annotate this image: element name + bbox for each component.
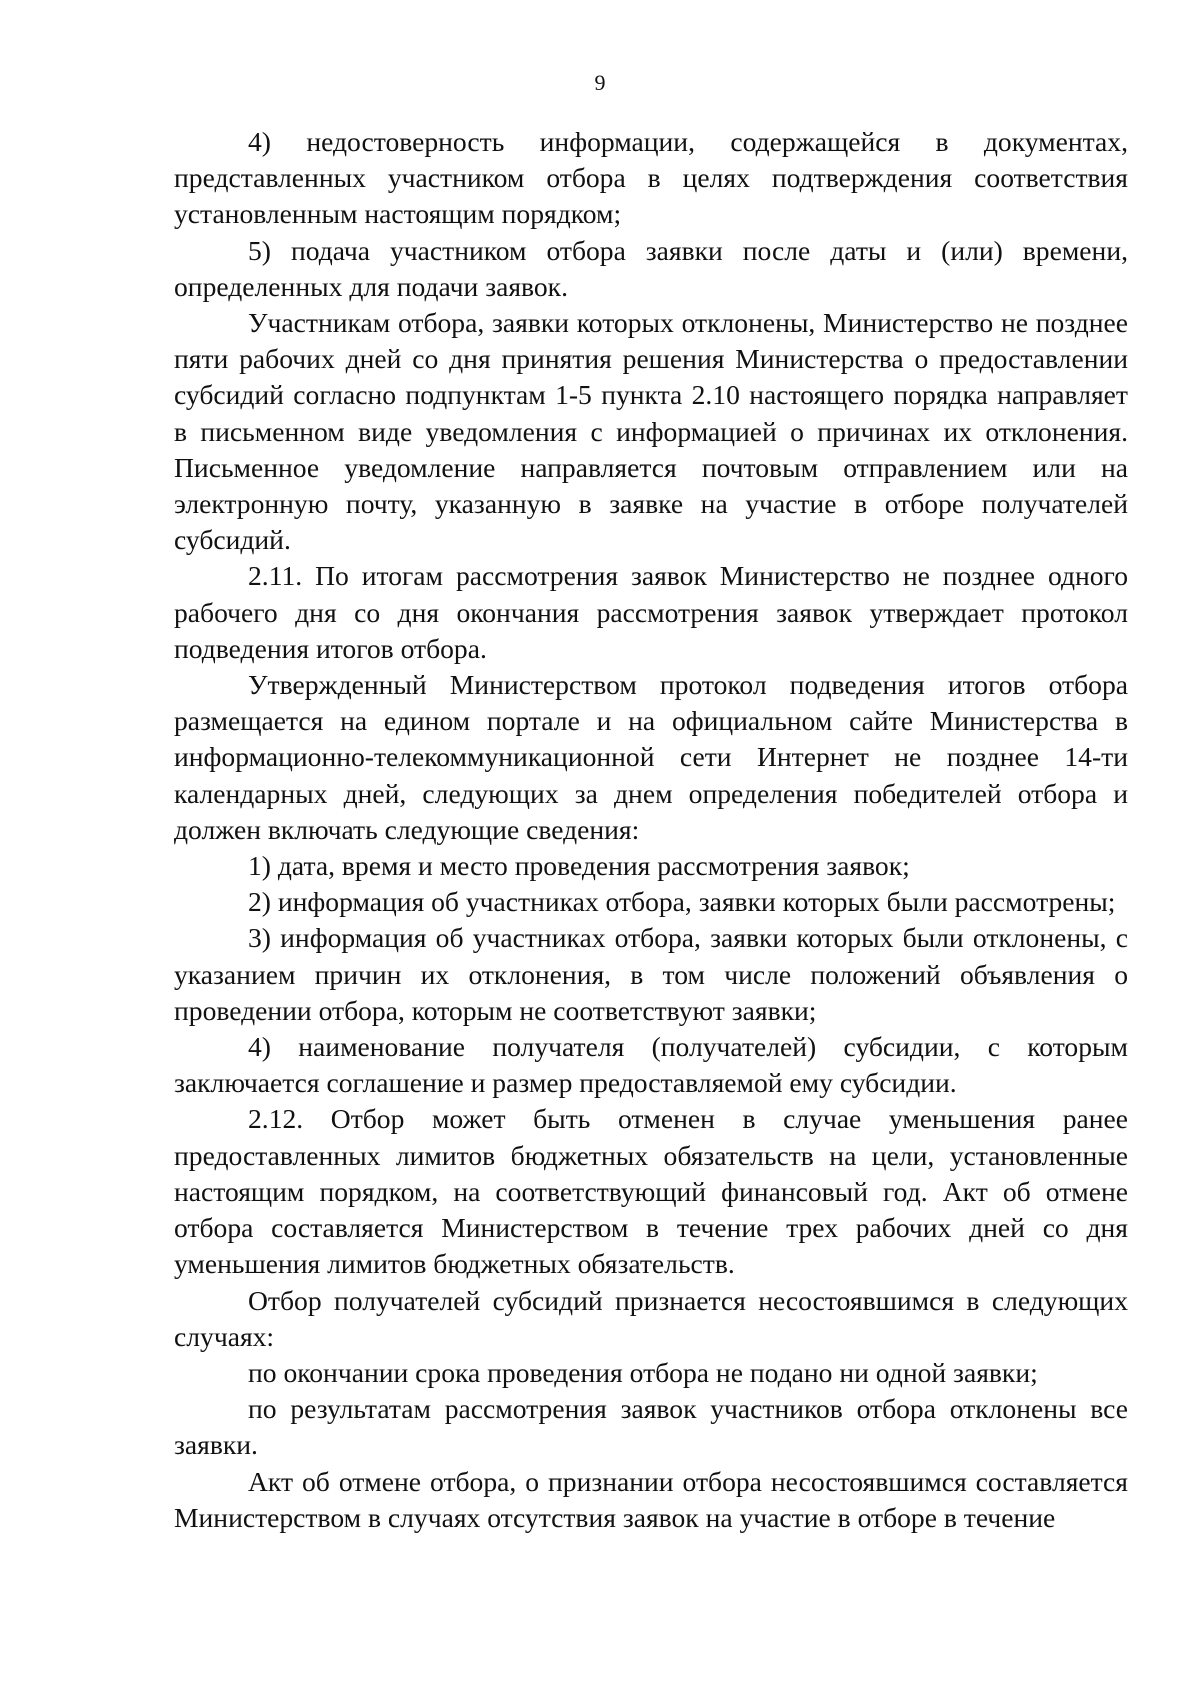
paragraph-all-rejected: по результатам рассмотрения заявок участников отбора отклонены все заявки. <box>174 1393 1128 1461</box>
paragraph-item-5: 5) подача участником отбора заявки после даты и (или) времени, определенных для подачи заявок. <box>174 234 1128 302</box>
document-body <box>174 124 1128 1536</box>
paragraph-cancellation-act: Акт об отмене отбора, о признании отбора несостоявшимся составляется Министерством в случаях отсутствия заявок на участие в отборе в течение <box>174 1465 1128 1533</box>
paragraph-item-4: 4) недостоверность информации, содержащейся в документах, представленных участником отбора в целях подтверждения соответствия установленным настоящим порядком; <box>174 126 1128 230</box>
paragraph-2-12: 2.12. Отбор может быть отменен в случае уменьшения ранее предоставленных лимитов бюджетных обязательств на цели, установленные настоящим порядком, на соответствующий финансовый год. Акт об отмене отбора составляется Министерством в течение трех рабочих дней со дня уменьшения лимитов бюджетных обязательств. <box>174 1103 1128 1280</box>
paragraph-rejection-notice: Участникам отбора, заявки которых отклонены, Министерство не позднее пяти рабочих дней со дня принятия решения Министерства о предоставлении субсидий согласно подпунктам 1-5 пункта 2.10 настоящего порядка направляет в письменном виде уведомления с информацией о причинах их отклонения. Письменное уведомление направляется почтовым отправлением или на электронную почту, указанную в заявке на участие в отборе получателей субсидий. <box>174 307 1128 556</box>
paragraph-failed-selection: Отбор получателей субсидий признается несостоявшимся в следующих случаях: <box>174 1284 1128 1352</box>
page-number: 9 <box>594 70 606 95</box>
paragraph-2-11: 2.11. По итогам рассмотрения заявок Министерство не позднее одного рабочего дня со дня окончания рассмотрения заявок утверждает протокол подведения итогов отбора. <box>174 560 1128 664</box>
list-item-4: 4) наименование получателя (получателей) субсидии, с которым заключается соглашение и размер предоставляемой ему субсидии. <box>174 1031 1128 1099</box>
list-item-3: 3) информация об участниках отбора, заявки которых были отклонены, с указанием причин их отклонения, в том числе положений объявления о проведении отбора, которым не соответствуют заявки; <box>174 922 1128 1026</box>
paragraph-no-applications: по окончании срока проведения отбора не подано ни одной заявки; <box>248 1356 1038 1388</box>
list-item-1: 1) дата, время и место проведения рассмотрения заявок; <box>248 850 910 882</box>
list-item-2: 2) информация об участниках отбора, заявки которых были рассмотрены; <box>248 886 1116 918</box>
paragraph-protocol-publication: Утвержденный Министерством протокол подведения итогов отбора размещается на едином портале и на официальном сайте Министерства в информационно-телекоммуникационной сети Интернет не позднее 14-ти календарных дней, следующих за днем определения победителей отбора и должен включать следующие сведения: <box>174 669 1128 845</box>
